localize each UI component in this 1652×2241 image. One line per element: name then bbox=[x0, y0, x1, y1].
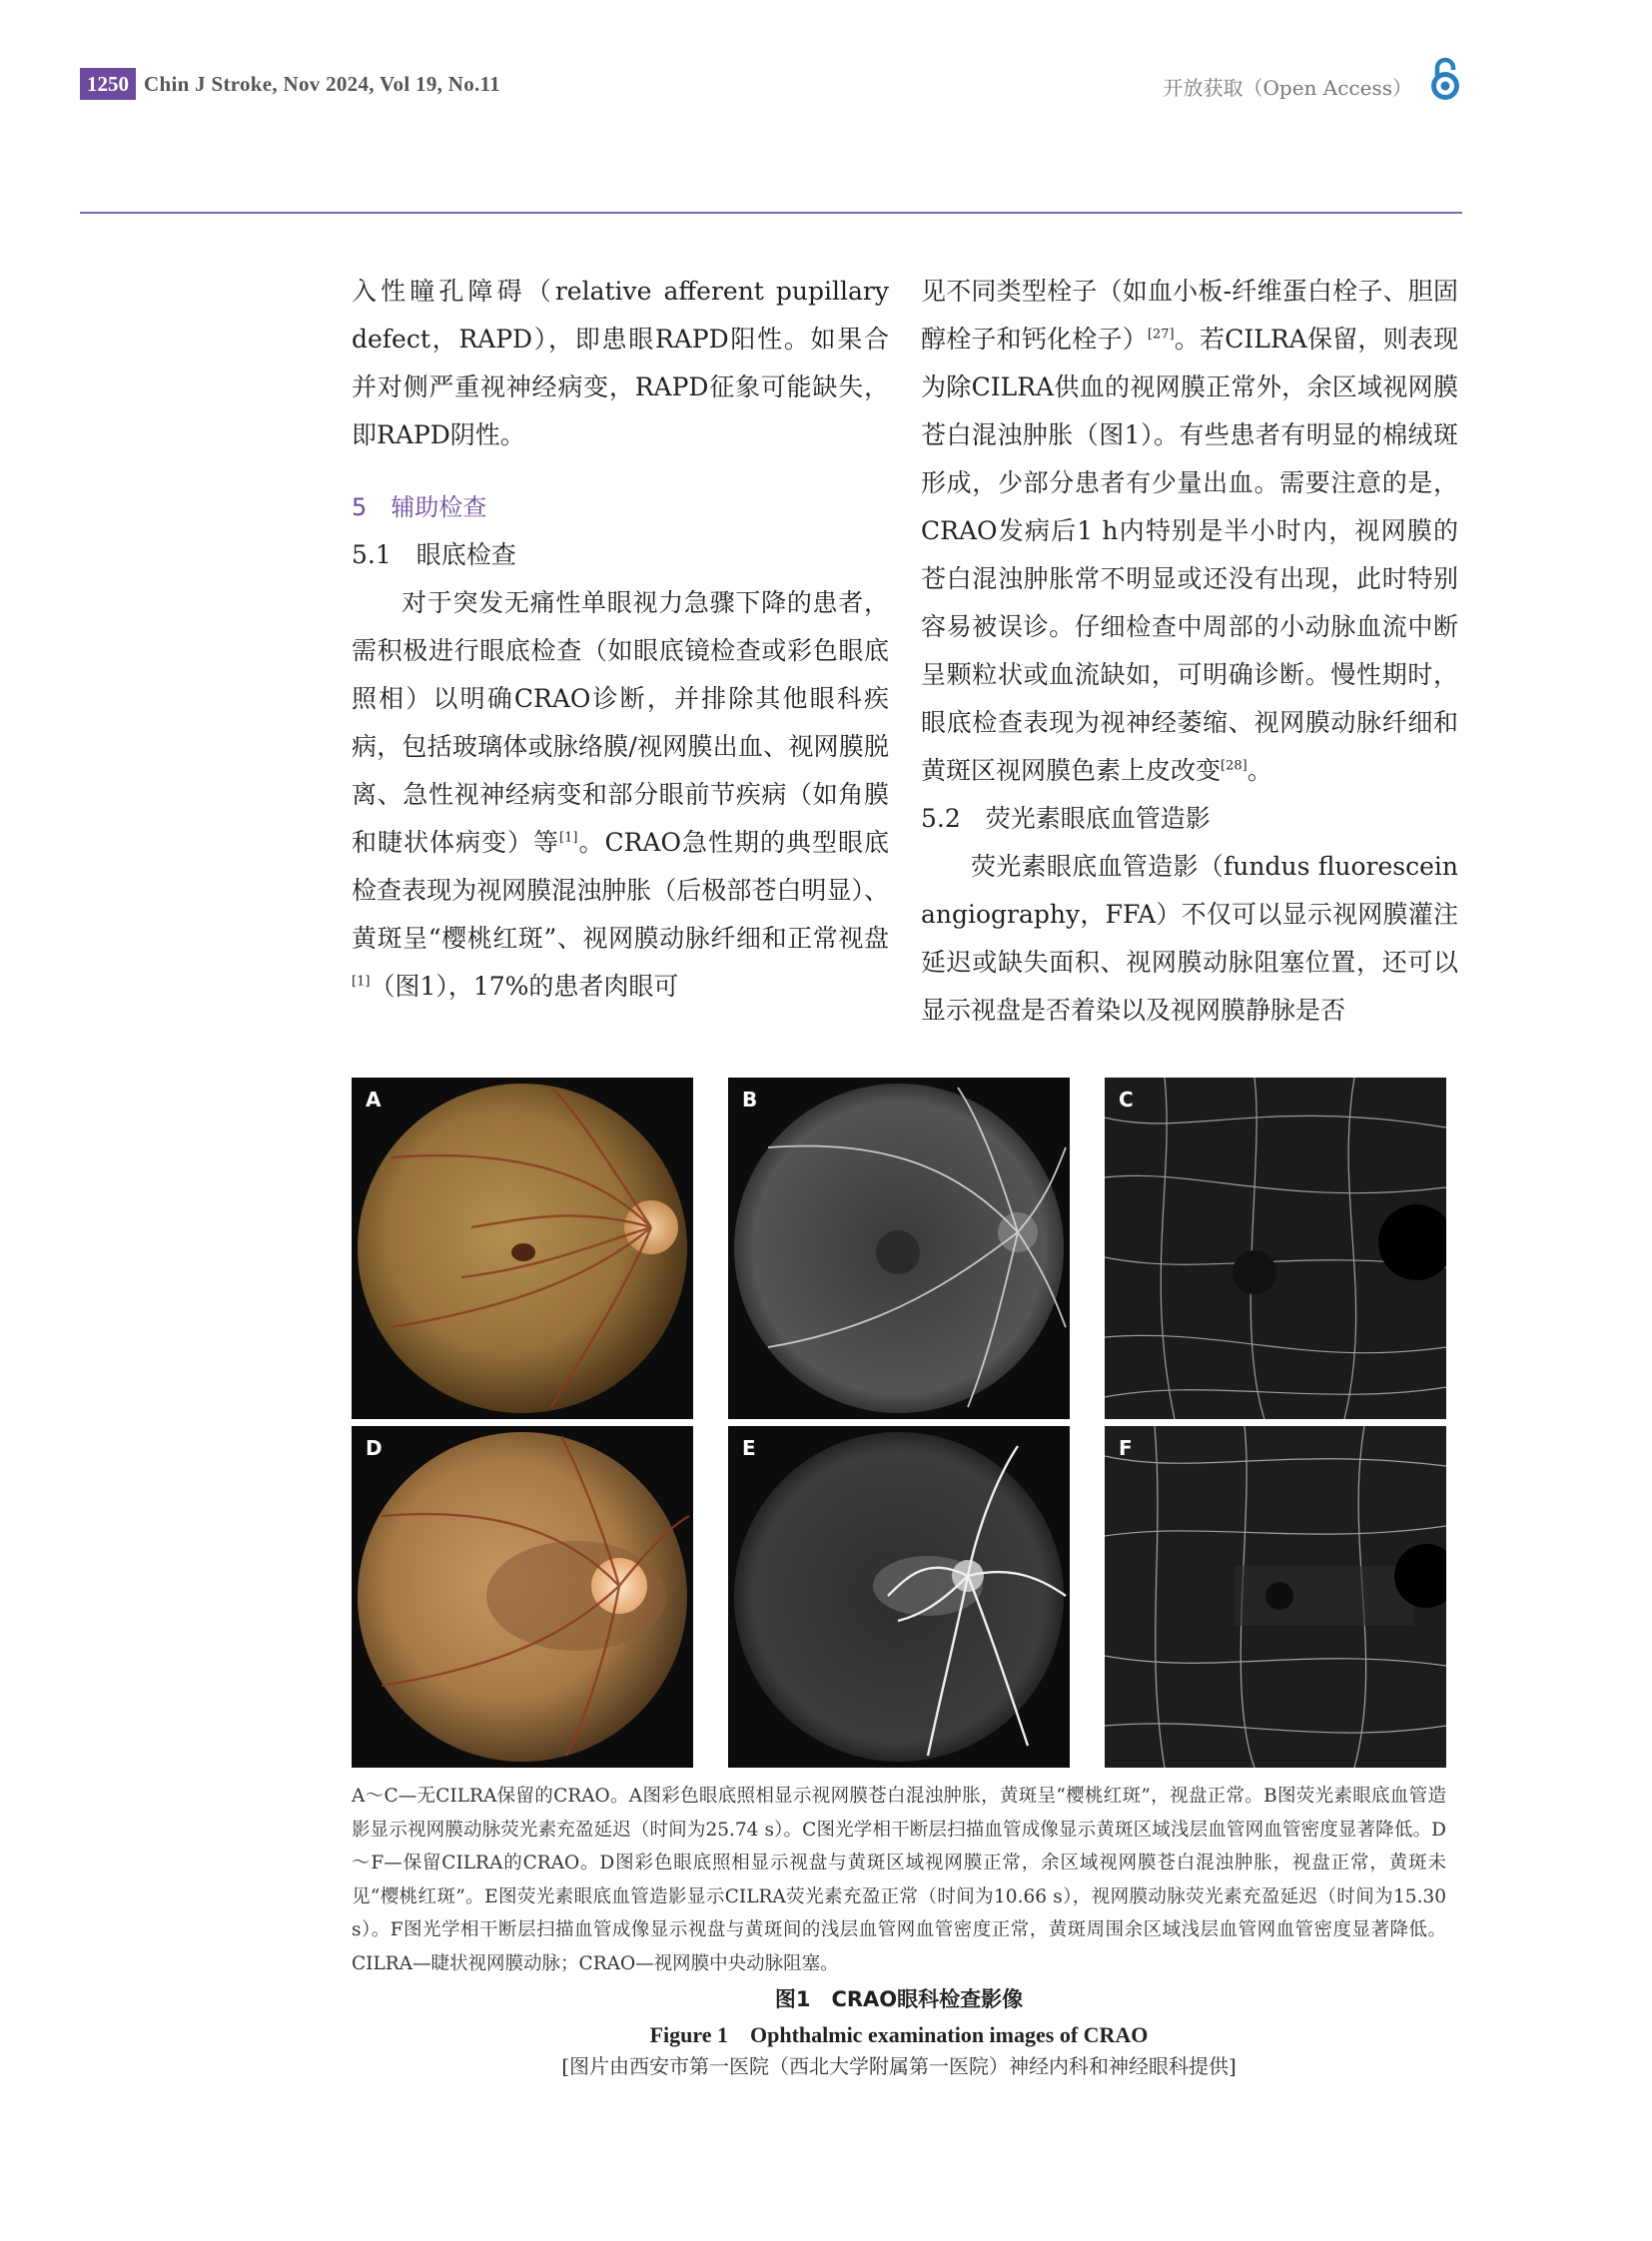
page-number: 1250 bbox=[80, 68, 136, 100]
paragraph: 对于突发无痛性单眼视力急骤下降的患者，需积极进行眼底检查（如眼底镜检查或彩色眼底照相）以明确CRAO诊断，并排除其他眼科疾病，包括玻璃体或脉络膜/视网膜出血、视网膜脱离、急性视神经病变和部分眼前节疾病（如角膜和睫状体病变）等[1]。CRAO急性期的典型眼底检查表现为视网膜混浊肿胀（后极部苍白明显）、黄斑呈“樱桃红斑”、视网膜动脉纤细和正常视盘[1]（图1），17%的患者肉眼可 bbox=[352, 588, 889, 1001]
panel-label: A bbox=[366, 1088, 382, 1112]
panel-label: E bbox=[742, 1436, 756, 1460]
figure-1-image-grid bbox=[352, 1078, 1446, 1767]
paragraph: 入性瞳孔障碍（relative afferent pupillary defect，RAPD），即患眼RAPD阳性。如果合并对侧严重视神经病变，RAPD征象可能缺失，即RAPD阴性。 bbox=[352, 277, 889, 449]
panel-label: D bbox=[366, 1436, 383, 1460]
panel-b-fluorescein-angiogram bbox=[728, 1078, 1070, 1419]
running-header bbox=[80, 66, 1462, 106]
paragraph: 见不同类型栓子（如血小板-纤维蛋白栓子、胆固醇栓子和钙化栓子）[27]。若CILRA保留，则表现为除CILRA供血的视网膜正常外，余区域视网膜苍白混浊肿胀（图1）。有些患者有明显的棉绒斑形成，少部分患者有少量出血。需要注意的是，CRAO发病后1 h内特别是半小时内，视网膜的苍白混浊肿胀常不明显或还没有出现，此时特别容易被误诊。仔细检查中周部的小动脉血流中断呈颗粒状或血流缺如，可明确诊断。慢性期时，眼底检查表现为视神经萎缩、视网膜动脉纤细和黄斑区视网膜色素上皮改变[28]。 bbox=[921, 277, 1458, 785]
panel-a-color-fundus bbox=[352, 1078, 693, 1419]
panel-c-octa bbox=[1105, 1078, 1446, 1419]
panel-d-color-fundus bbox=[352, 1426, 693, 1768]
figure-caption: A～C—无CILRA保留的CRAO。A图彩色眼底照相显示视网膜苍白混浊肿胀，黄斑呈“樱桃红斑”，视盘正常。B图荧光素眼底血管造影显示视网膜动脉荧光素充盈延迟（时间为25.74 s）。C图光学相干断层扫描血管成像显示黄斑区域浅层血管网血管密度显著降低。D～F—保留CILRA的CRAO。D图彩色眼底照相显示视盘与黄斑区域视网膜正常，余区域视网膜苍白混浊肿胀，视盘正常，黄斑未见“樱桃红斑”。E图荧光素眼底血管造影显示CILRA荧光素充盈正常（时间为10.66 s），视网膜动脉荧光素充盈延迟（时间为15.30 s）。F图光学相干断层扫描血管成像显示视盘与黄斑间的浅层血管网血管密度正常，黄斑周围余区域浅层血管网血管密度显著降低。CILRA—睫状视网膜动脉；CRAO—视网膜中央动脉阻塞。 bbox=[352, 1786, 1446, 1974]
header-rule bbox=[80, 212, 1462, 214]
figure-credit: [图片由西安市第一医院（西北大学附属第一医院）神经内科和神经眼科提供] bbox=[561, 2054, 1237, 2078]
journal-citation: Chin J Stroke, Nov 2024, Vol 19, No.11 bbox=[144, 72, 500, 96]
citation-ref[interactable]: [1] bbox=[559, 830, 578, 846]
citation-ref[interactable]: [27] bbox=[1147, 327, 1175, 343]
subsection-heading: 5.2 荧光素眼底血管造影 bbox=[921, 804, 1211, 833]
paragraph: 荧光素眼底血管造影（fundus fluorescein angiography，FFA）不仅可以显示视网膜灌注延迟或缺失面积、视网膜动脉阻塞位置，还可以显示视盘是否着染以及视网膜静脉是否 bbox=[921, 852, 1458, 1025]
citation-ref[interactable]: [1] bbox=[352, 974, 371, 990]
right-column bbox=[921, 268, 1458, 1035]
figure-title-english: Figure 1 Ophthalmic examination images of CRAO bbox=[649, 2022, 1149, 2047]
panel-label: B bbox=[742, 1088, 758, 1112]
open-access-lock-icon bbox=[1428, 56, 1462, 102]
figure-title-chinese: 图1 CRAO眼科检查影像 bbox=[774, 1987, 1024, 2011]
left-column bbox=[352, 268, 889, 1011]
section-heading: 5 辅助检查 bbox=[352, 493, 487, 521]
panel-f-octa bbox=[1105, 1426, 1446, 1768]
panel-e-fluorescein-angiogram bbox=[728, 1426, 1070, 1768]
panel-label: F bbox=[1119, 1436, 1133, 1460]
panel-label: C bbox=[1119, 1088, 1134, 1112]
citation-ref[interactable]: [28] bbox=[1221, 758, 1247, 774]
open-access-label: 开放获取（Open Access） bbox=[1163, 76, 1412, 100]
subsection-heading: 5.1 眼底检查 bbox=[352, 540, 516, 569]
